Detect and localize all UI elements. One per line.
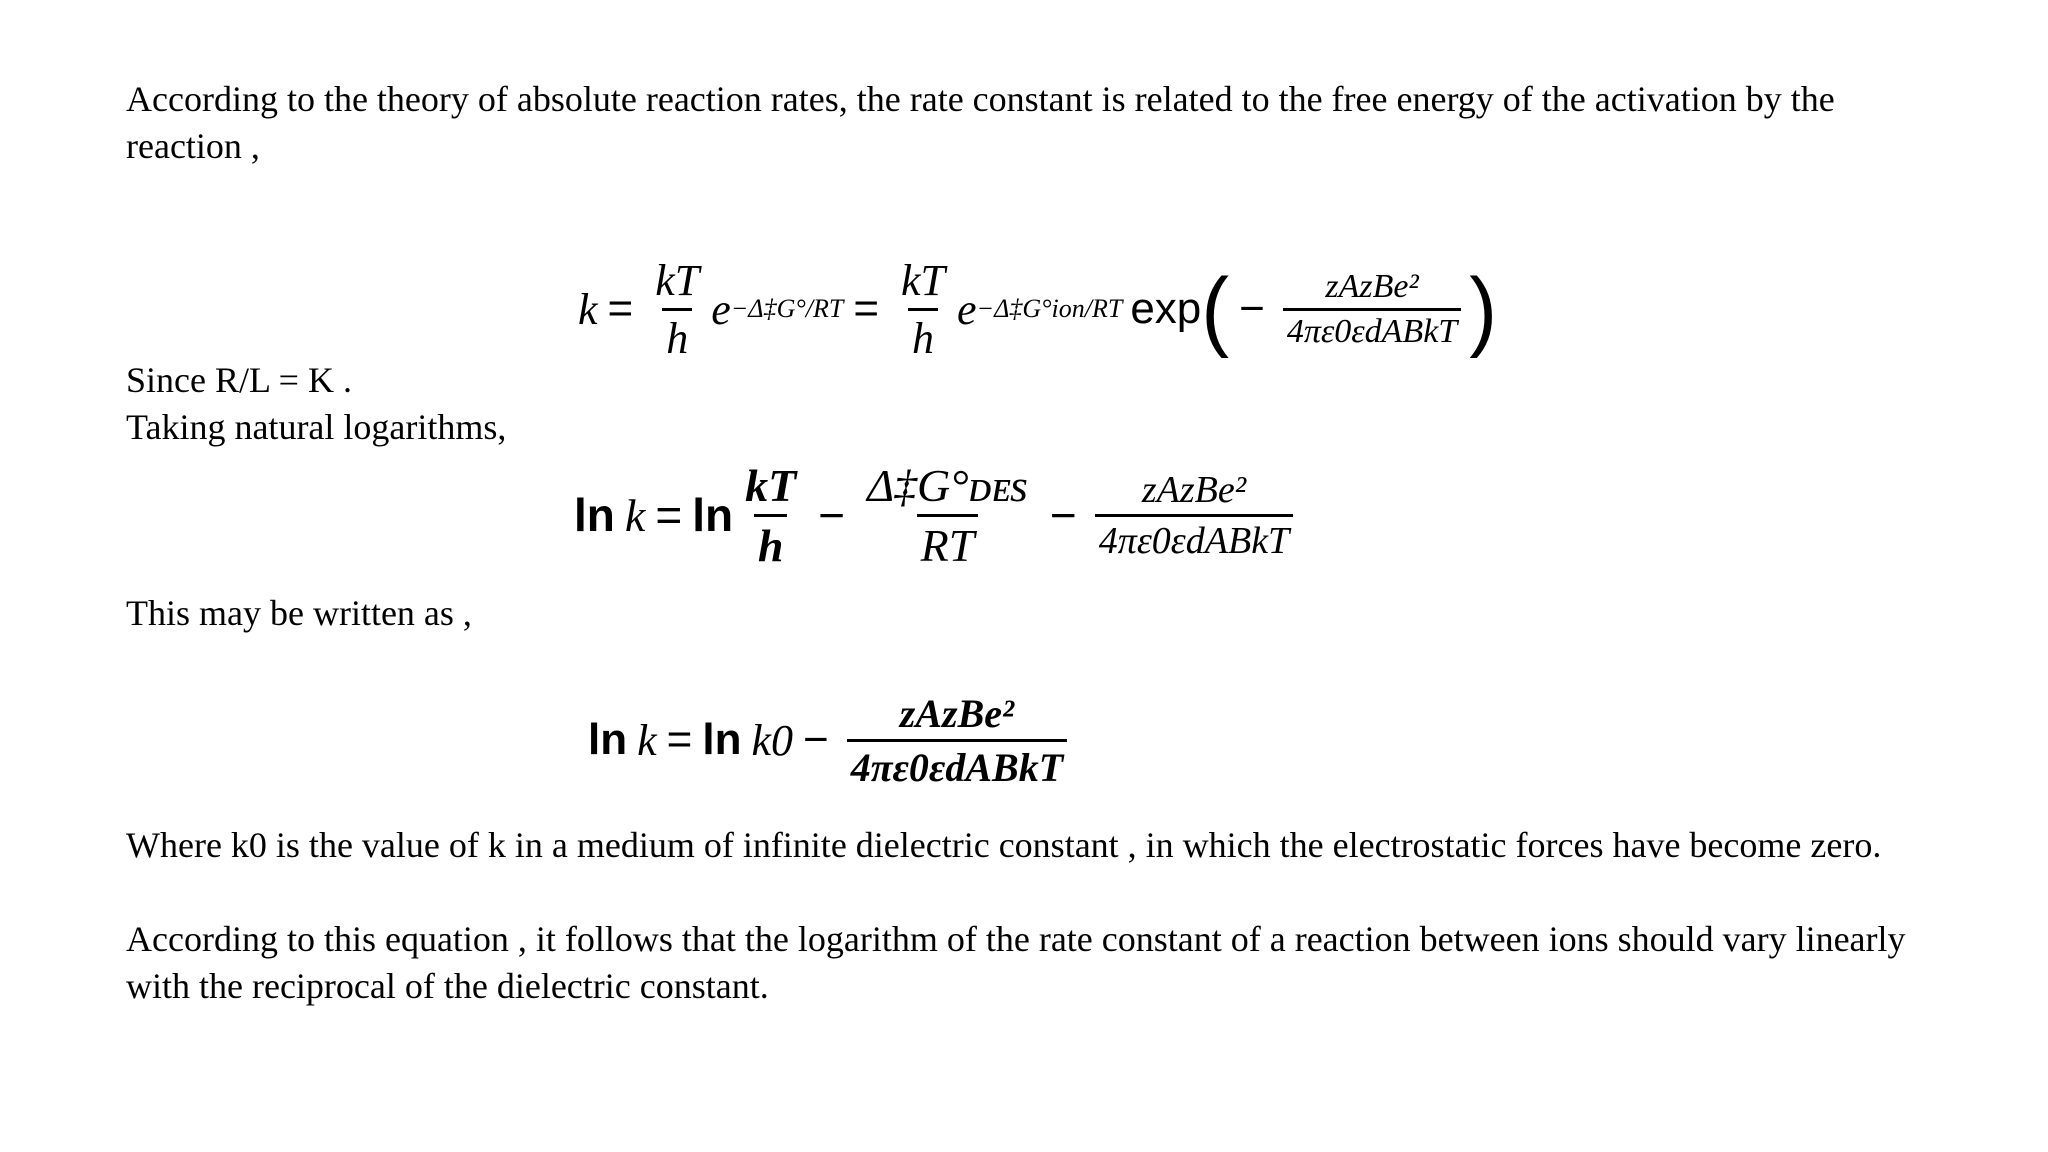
eq1-equals: = — [607, 284, 634, 333]
equation-natural-log — [574, 440, 1301, 590]
where-k0-paragraph: Where k0 is the value of k in a medium of infinite dielectric constant , in which the electrostatic forces have become zero. — [126, 825, 1882, 865]
eq2-kt: kT — [745, 459, 797, 511]
eq3-electrostatic-fraction — [847, 690, 1067, 791]
eq3-ln: ln — [588, 715, 628, 764]
conclusion-paragraph: According to this equation , it follows that the logarithm of the rate constant of a reaction between ions should vary linearly with the reciprocal of the dielectric constant. — [126, 919, 1906, 1006]
eq1-left-paren: ( — [1201, 259, 1230, 358]
eq1-exponent-1: −Δ‡G°/RT — [730, 294, 844, 323]
eq1-h-2: h — [908, 308, 938, 364]
eq2-minus-2: − — [1049, 489, 1077, 541]
eq2-h: h — [754, 514, 788, 572]
intro-paragraph: According to the theory of absolute reaction rates, the rate constant is related to the free energy of the activation by the reaction , — [126, 79, 1835, 166]
eq1-e-2: e — [957, 284, 977, 334]
eq1-numerator: zAzBe² — [1325, 267, 1419, 305]
eq1-h: h — [662, 308, 692, 364]
eq3-k: k — [637, 715, 657, 765]
eq1-right-paren: ) — [1469, 259, 1498, 358]
eq3-k0: k0 — [751, 715, 793, 765]
eq2-gibbs-denominator: RT — [917, 514, 979, 572]
eq1-kt-over-h-2 — [897, 255, 949, 364]
eq2-kt-over-h — [741, 459, 800, 572]
eq1-electrostatic-fraction — [1283, 268, 1461, 351]
eq1-exp-word: exp — [1130, 284, 1202, 333]
eq2-gibbs-numerator: Δ‡G°ᴅᴇs — [867, 459, 1028, 511]
eq2-electrostatic-fraction — [1095, 468, 1293, 563]
eq2-denominator: 4πε0εdABkT — [1095, 514, 1293, 563]
eq3-equals: = — [666, 715, 693, 764]
eq1-kt-over-h — [651, 255, 703, 364]
eq2-ln-2: ln — [692, 489, 734, 541]
equation-rate-constant — [578, 234, 1497, 384]
since-text: Since R/L = K . — [126, 360, 352, 400]
eq2-numerator: zAzBe² — [1141, 468, 1247, 511]
eq3-denominator: 4πε0εdABkT — [847, 739, 1067, 791]
eq2-gibbs-fraction — [863, 459, 1032, 572]
eq3-ln-2: ln — [702, 715, 742, 764]
eq2-ln: ln — [574, 489, 615, 541]
eq1-e: e — [711, 284, 731, 334]
eq1-lhs: k — [578, 284, 598, 334]
equation-reduced-form — [588, 680, 1075, 800]
eq3-minus: − — [802, 715, 829, 764]
written-as-text: This may be written as , — [126, 593, 472, 633]
eq2-equals: = — [655, 489, 683, 541]
eq1-kt-2: kT — [901, 255, 946, 305]
taking-logs-text: Taking natural logarithms, — [126, 407, 507, 447]
eq1-minus: − — [1239, 284, 1265, 333]
eq1-denominator: 4πε0εdABkT — [1283, 308, 1461, 351]
eq1-equals-2: = — [853, 284, 880, 333]
eq1-exponent-2: −Δ‡G°ion/RT — [976, 294, 1123, 323]
eq2-minus: − — [818, 489, 846, 541]
eq1-kt: kT — [655, 255, 700, 305]
eq2-k: k — [624, 489, 646, 541]
eq3-numerator: zAzBe² — [899, 690, 1015, 736]
